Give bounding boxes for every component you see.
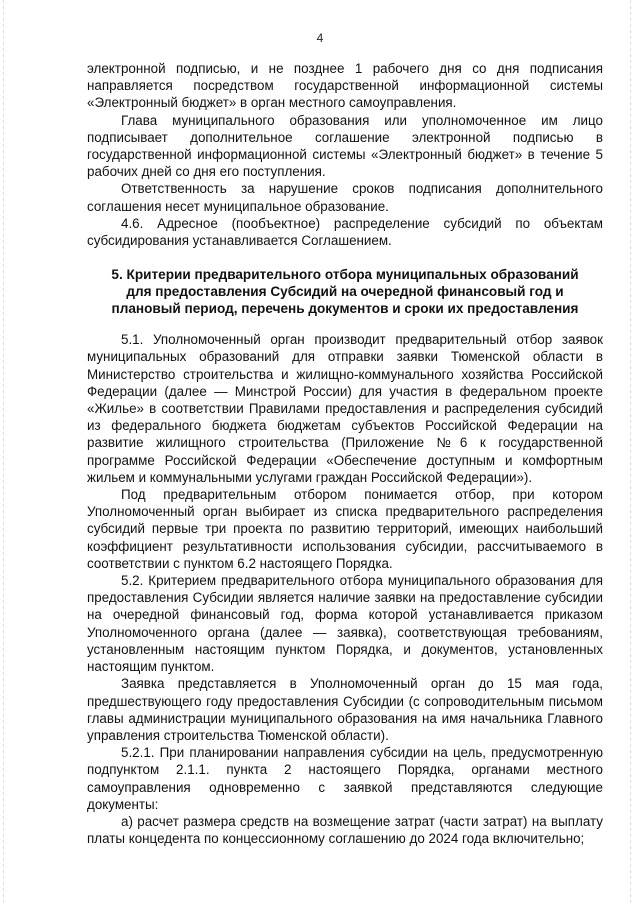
page-number: 4	[316, 31, 324, 45]
paragraph-preliminary-selection: Под предварительным отбором понимается отбор, при котором Уполномоченный орган выбирает из списка предварительного распределения субсидий первые три проекта по развитию территорий, имеющих наибольший коэффициент результативности использования субсидии, рассчитываемого в соответствии с пунктом 6.2 настоящего Порядка.	[87, 487, 603, 571]
section-5-heading: 5. Критерии предварительного отбора муниципальных образований для предоставления Субсидий на очередной финансовый год и плановый период, перечень документов и сроки их предоставления	[111, 267, 579, 317]
scan-edge-left	[3, 0, 4, 905]
paragraph-4-6: 4.6. Адресное (пообъектное) распределение субсидий по объектам субсидирования устанавливается Соглашением.	[87, 215, 603, 249]
paragraph-application-deadline: Заявка представляется в Уполномоченный орган до 15 мая года, предшествующего году предоставления Субсидии (с сопроводительным письмом главы администрации муниципального образования на имя начальника Главного управления строительства Тюменской области).	[87, 676, 603, 743]
paragraph-item-a: а) расчет размера средств на возмещение затрат (части затрат) на выплату платы концедента по концессионному соглашению до 2024 года включительно;	[87, 813, 603, 847]
paragraph-head-signs: Глава муниципального образования или уполномоченное им лицо подписывает дополнительное соглашение электронной подписью в государственной информационной системы «Электронный бюджет» в течение 5 рабочих дней со дня его поступления.	[87, 112, 603, 180]
paragraph-5-2-1: 5.2.1. При планировании направления субсидии на цель, предусмотренную подпунктом 2.1.1. пункта 2 настоящего Порядка, органами местного самоуправления одновременно с заявкой представляются следующие документы:	[87, 745, 603, 812]
paragraph-signing-continuation: электронной подписью, и не позднее 1 рабочего дня со дня подписания направляется посредством государственной информационной системы «Электронный бюджет» в орган местного самоуправления.	[87, 61, 603, 111]
scan-edge-right	[630, 0, 631, 905]
paragraph-5-2: 5.2. Критерием предварительного отбора муниципального образования для предоставления Субсидии является наличие заявки на предоставление субсидии на очередной финансовый год, форма которой устанавливается приказом Уполномоченного органа (далее — заявка), соответствующая требованиям, установленным настоящим пунктом Порядка, и документов, установленных настоящим пунктом.	[87, 573, 603, 675]
paragraph-5-1: 5.1. Уполномоченный орган производит предварительный отбор заявок муниципальных образований для отправки заявки Тюменской области в Министерство строительства и жилищно-коммунального хозяйства Российской Федерации (далее — Минстрой России) для участия в федеральном проекте «Жилье» в соответствии Правилами предоставления и распределения субсидий из федерального бюджета бюджетам субъектов Российской Федерации на развитие жилищного строительства (Приложение №6 к государственной программе Российской Федерации «Обеспечение доступным и комфортным жильем и коммунальными услугами граждан Российской Федерации»).	[87, 332, 603, 485]
document-body	[87, 60, 603, 847]
paragraph-responsibility: Ответственность за нарушение сроков подписания дополнительного соглашения несет муниципальное образование.	[87, 181, 603, 214]
